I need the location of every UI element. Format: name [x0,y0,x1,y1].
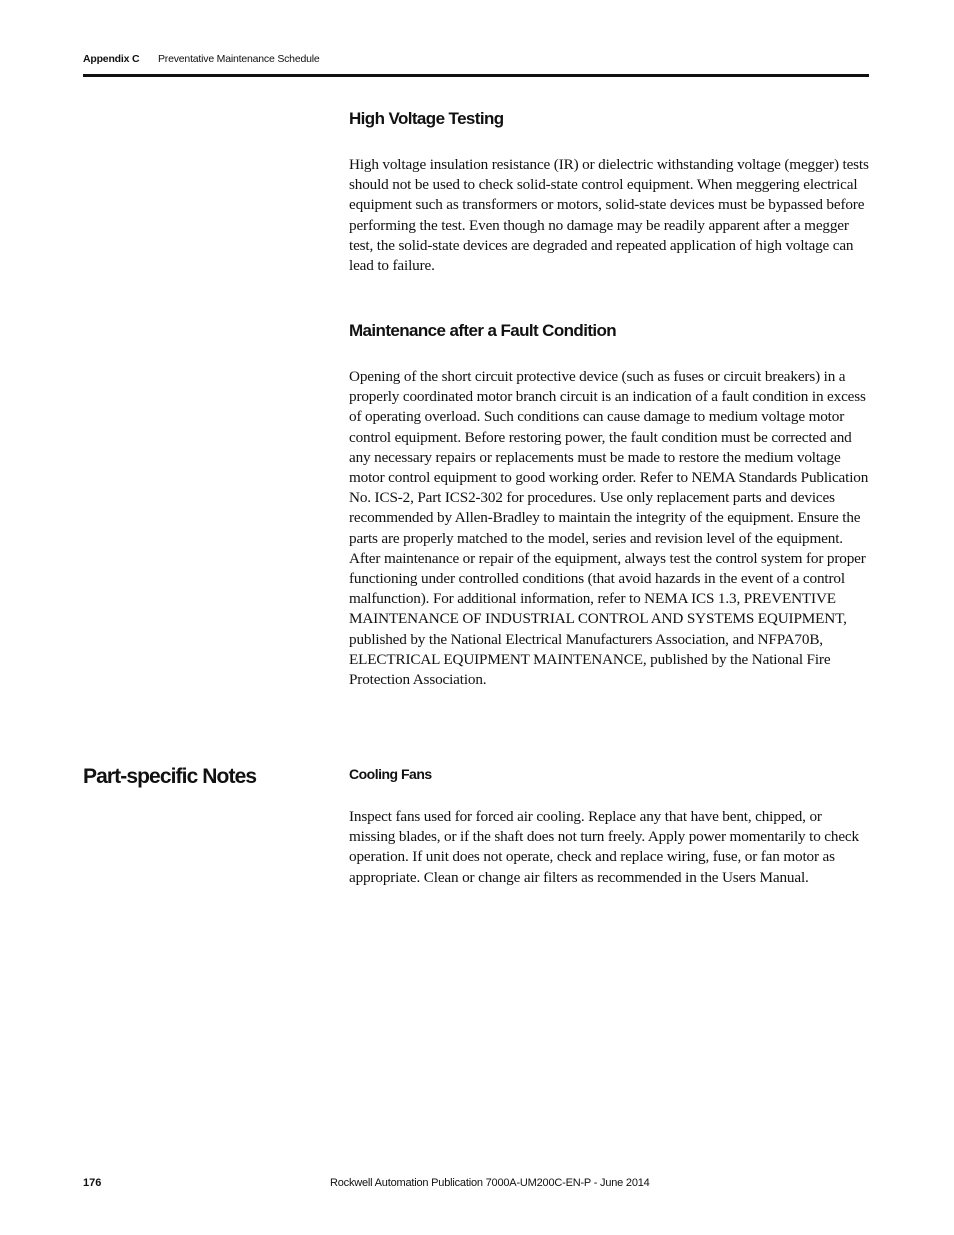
page-number: 176 [83,1177,102,1189]
part-specific-heading: Part-specific Notes [83,765,257,788]
fault-body: Opening of the short circuit protective device (such as fuses or circuit breakers) in a properly coordinated motor branch circuit is an indication of a fault condition in excess of operating overload. Such conditions can cause damage to medium voltage motor control equipment. Before restoring power, the fault condition must be corrected and any necessary repairs or replacements must be made to restore the medium voltage motor control equipment to good working order. Refer to NEMA Standards Publication No. ICS-2, Part ICS2-302 for procedures. Use only replacement parts and devices recommended by Allen-Bradley to maintain the integrity of the equipment. Ensure the parts are properly matched to the model, series and revision level of the equipment. After maintenance or repair of the equipment, always test the control system for proper functioning under controlled conditions (that avoid hazards in the event of a control malfunction). For additional information, refer to NEMA ICS 1.3, PREVENTIVE MAINTENANCE OF INDUSTRIAL CONTROL AND SYSTEMS EQUIPMENT, published by the National Electrical Manufacturers Association, and NFPA70B, ELECTRICAL EQUIPMENT MAINTENANCE, published by the National Fire Protection Association. [349,368,869,689]
high-voltage-heading: High Voltage Testing [349,109,504,128]
header-rule [83,74,869,77]
cooling-fans-body: Inspect fans used for forced air cooling. Replace any that have bent, chipped, or missing blades, or if the shaft does not turn freely. Apply power momentarily to check operation. If unit does not operate, check and replace wiring, fuse, or fan motor as appropriate. Clean or change air filters as recommended in the Users Manual. [349,808,859,886]
publication-info: Rockwell Automation Publication 7000A-UM200C-EN-P - June 2014 [330,1177,650,1189]
running-header [83,53,320,65]
appendix-label: Appendix C [83,53,140,65]
fault-heading: Maintenance after a Fault Condition [349,321,617,340]
high-voltage-body: High voltage insulation resistance (IR) or dielectric withstanding voltage (megger) tests should not be used to check solid-state control equipment. When meggering electrical equipment such as transformers or motors, solid-state devices must be bypassed before performing the test. Even though no damage may be readily apparent after a megger test, the solid-state devices are degraded and repeated application of high voltage can lead to failure. [349,156,869,275]
fault-section [349,320,869,690]
high-voltage-section [349,108,869,276]
cooling-fans-section [349,765,869,888]
cooling-fans-heading: Cooling Fans [349,766,432,782]
chapter-title: Preventative Maintenance Schedule [158,53,320,65]
